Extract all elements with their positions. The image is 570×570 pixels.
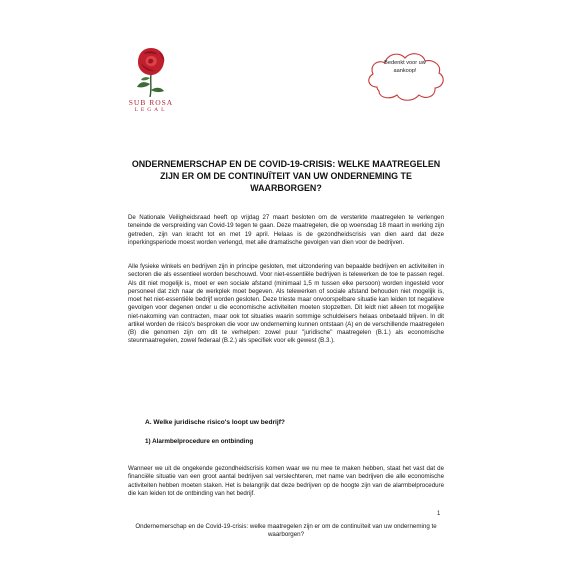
logo-brand-name: SUB ROSA bbox=[128, 98, 174, 107]
note-text: Bedenkt voor uw aankoop! bbox=[384, 60, 426, 74]
page-footer: Ondernemerschap en de Covid-19-crisis: welke maatregelen zijn er om de continuïteit van uw onderneming te waarborgen? bbox=[135, 523, 437, 539]
document-title: ONDERNEMERSCHAP EN DE COVID-19-CRISIS: WELKE MAATREGELEN ZIJN ER OM DE CONTINUÏTEIT VAN UW ONDERNEMING TE WAARBORGEN? bbox=[131, 159, 441, 194]
note-cloud bbox=[363, 47, 447, 105]
paragraph-measures: Alle fysieke winkels en bedrijven zijn in principe gesloten, met uitzondering van bepaalde bedrijven en activiteiten in sectoren die als essentieel worden beschouwd. Voor niet-essentiële bedrijven is telewerken de toe te passen regel. Als dit niet mogelijk is, moet er een sociale afstand (minimaal 1,5 m tussen elke persoon) worden ingesteld voor personeel dat zich naar de werkplek moet begeven. Als telewerken of sociale afstand behouden niet mogelijk is, moet het niet-essentiële bedrijf worden gesloten. Deze trieste maar onvoorspelbare situatie kan leiden tot negatieve gevolgen voor degenen onder u die economische activiteiten moeten stopzetten. Dit leidt niet alleen tot mogelijke niet-nakoming van contracten, maar ook tot situaties waarin sommige schuldeisers helaas onbetaald blijven. In dit artikel worden de risico's besproken die voor uw onderneming kunnen ontstaan (A) en de verschillende maatregelen (B) die genomen zijn om dit te verhelpen: zowel puur "juridische" maatregelen (B.1.) als economische steunmaatregelen, zowel federaal (B.2.) als specifiek voor elk gewest (B.3.). bbox=[128, 263, 444, 345]
logo-brand-subtitle: LEGAL bbox=[134, 107, 168, 113]
paragraph-intro: De Nationale Veiligheidsraad heeft op vrijdag 27 maart besloten om de versterkte maatregelen te verlengen teneinde de verspreiding van Covid-19 tegen te gaan. Deze maatregelen, die op woensdag 18 maart in werking zijn getreden, zijn van kracht tot en met 19 april. Helaas is de gezondheidscrisis van dien aard dat deze inperkingsperiode moest worden verlengd, met alle dramatische gevolgen van dien voor de bedrijven. bbox=[128, 214, 444, 246]
sub-rosa-logo bbox=[121, 44, 181, 124]
page-number: 1 bbox=[437, 511, 441, 517]
paragraph-alarm-procedure: Wanneer we uit de ongekende gezondheidscrisis komen waar we nu mee te maken hebben, staat het vast dat de financiële situatie van een groot aantal bedrijven sal verslechteren, met name van bedrijven die alle economische activiteiten hebben moeten staken. Het is belangrijk dat deze bedrijven op de hoogte zijn van de alarmbelprocedure die kan leiden tot de ontbinding van het bedrijf. bbox=[128, 465, 444, 497]
cloud-icon bbox=[363, 47, 447, 105]
rose-icon bbox=[129, 44, 173, 98]
subsection-heading-1: 1) Alarmbelprocedure en ontbinding bbox=[145, 438, 254, 445]
section-heading-a: A. Welke juridische risico's loopt uw bedrijf? bbox=[145, 419, 285, 426]
